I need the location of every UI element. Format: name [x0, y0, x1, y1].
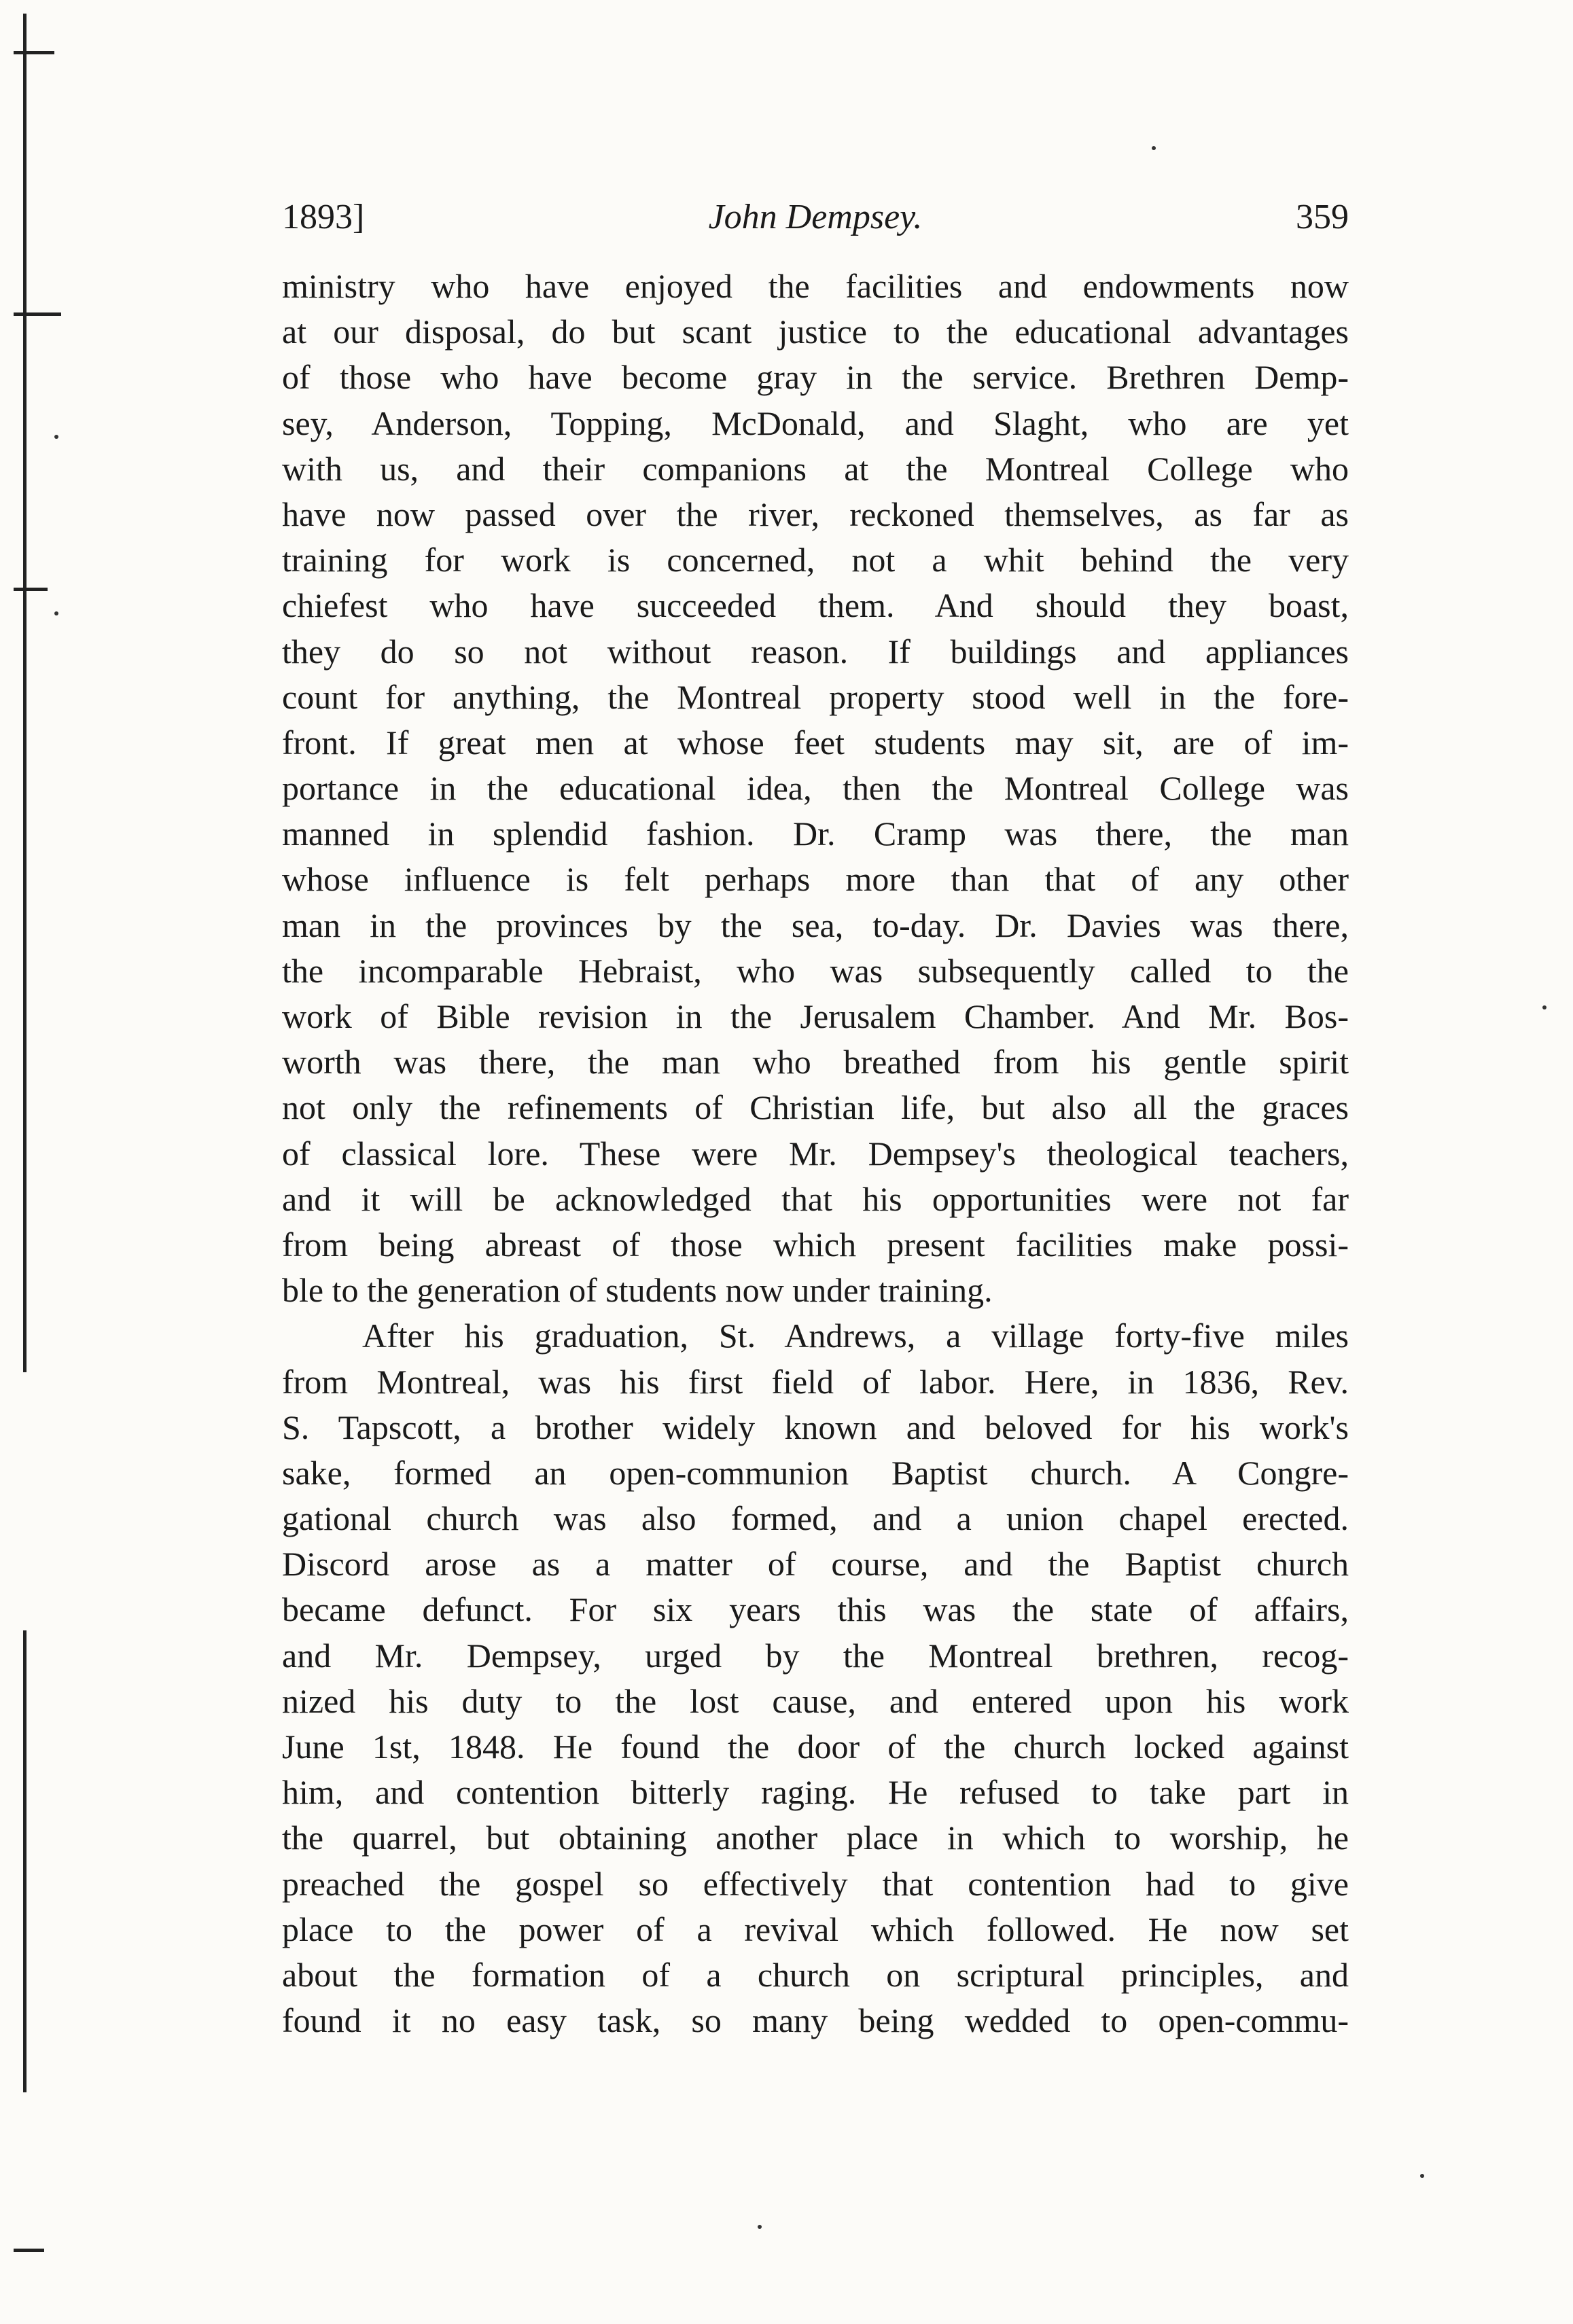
text-line: Discord arose as a matter of course, and the Baptist church	[282, 1545, 1349, 1584]
text-line: chiefest who have succeeded them. And should they boast,	[282, 586, 1349, 625]
text-line: found it no easy task, so many being wedded to open-commu-	[282, 2001, 1349, 2040]
text-line: gational church was also formed, and a union chapel erected.	[282, 1499, 1349, 1538]
text-line: worth was there, the man who breathed from his gentle spirit	[282, 1043, 1349, 1081]
text-line: sake, formed an open-communion Baptist church. A Congre-	[282, 1453, 1349, 1492]
binding-edge-line-lower	[23, 1630, 26, 2092]
text-line: count for anything, the Montreal property stood well in the fore-	[282, 677, 1349, 716]
text-line: at our disposal, do but scant justice to the educational advantages	[282, 312, 1349, 351]
binding-tick-mark	[14, 312, 61, 316]
text-line: ministry who have enjoyed the facilities and endowments now	[282, 267, 1349, 305]
text-line: him, and contention bitterly raging. He refused to take part in	[282, 1773, 1349, 1812]
text-line: portance in the educational idea, then the Montreal College was	[282, 769, 1349, 808]
text-line: about the formation of a church on scriptural principles, and	[282, 1955, 1349, 1994]
text-line: of those who have become gray in the service. Brethren Demp-	[282, 358, 1349, 397]
binding-tick-mark	[14, 588, 48, 591]
text-line: from Montreal, was his first field of labor. Here, in 1836, Rev.	[282, 1362, 1349, 1401]
text-line: front. If great men at whose feet students may sit, are of im-	[282, 723, 1349, 762]
body-text	[282, 264, 1349, 2043]
scan-speck	[54, 435, 58, 439]
text-line: of classical lore. These were Mr. Dempsey's theological teachers,	[282, 1134, 1349, 1173]
text-line: work of Bible revision in the Jerusalem Chamber. And Mr. Bos-	[282, 997, 1349, 1035]
text-line: from being abreast of those which present facilities make possi-	[282, 1225, 1349, 1264]
text-line: the incomparable Hebraist, who was subsequently called to the	[282, 951, 1349, 990]
text-line: not only the refinements of Christian life, but also all the graces	[282, 1088, 1349, 1127]
text-line: with us, and their companions at the Montreal College who	[282, 449, 1349, 488]
text-line: they do so not without reason. If buildings and appliances	[282, 632, 1349, 671]
scan-speck	[1542, 1005, 1547, 1009]
text-line: place to the power of a revival which followed. He now set	[282, 1910, 1349, 1948]
scan-speck	[1152, 146, 1156, 150]
text-line: manned in splendid fashion. Dr. Cramp was there, the man	[282, 815, 1349, 853]
text-line: training for work is concerned, not a whit behind the very	[282, 541, 1349, 579]
page-number: 359	[1296, 198, 1349, 236]
text-line: and Mr. Dempsey, urged by the Montreal brethren, recog-	[282, 1636, 1349, 1675]
scan-speck	[54, 611, 58, 615]
scan-speck	[1420, 2174, 1424, 2178]
text-line: June 1st, 1848. He found the door of the church locked against	[282, 1728, 1349, 1766]
text-line: became defunct. For six years this was the state of affairs,	[282, 1590, 1349, 1629]
text-line: have now passed over the river, reckoned themselves, as far as	[282, 495, 1349, 533]
text-line: preached the gospel so effectively that contention had to give	[282, 1864, 1349, 1903]
text-line: and it will be acknowledged that his opportunities were not far	[282, 1179, 1349, 1218]
text-line: S. Tapscott, a brother widely known and beloved for his work's	[282, 1408, 1349, 1446]
running-head-title: John Dempsey.	[708, 198, 923, 236]
running-head	[282, 194, 1349, 241]
text-line: sey, Anderson, Topping, McDonald, and Slaght, who are yet	[282, 404, 1349, 442]
text-line: nized his duty to the lost cause, and entered upon his work	[282, 1681, 1349, 1720]
binding-edge-line	[23, 14, 26, 1372]
text-line: whose influence is felt perhaps more than that of any other	[282, 860, 1349, 899]
scan-speck	[758, 2225, 762, 2229]
binding-tick-mark	[14, 2249, 44, 2252]
text-line: ble to the generation of students now under training.	[282, 1271, 993, 1310]
text-line: the quarrel, but obtaining another place in which to worship, he	[282, 1819, 1349, 1857]
running-head-year: 1893]	[282, 198, 365, 236]
binding-tick-mark	[14, 51, 54, 54]
text-line: After his graduation, St. Andrews, a village forty-five miles	[362, 1317, 1349, 1355]
text-line: man in the provinces by the sea, to-day. Dr. Davies was there,	[282, 906, 1349, 944]
